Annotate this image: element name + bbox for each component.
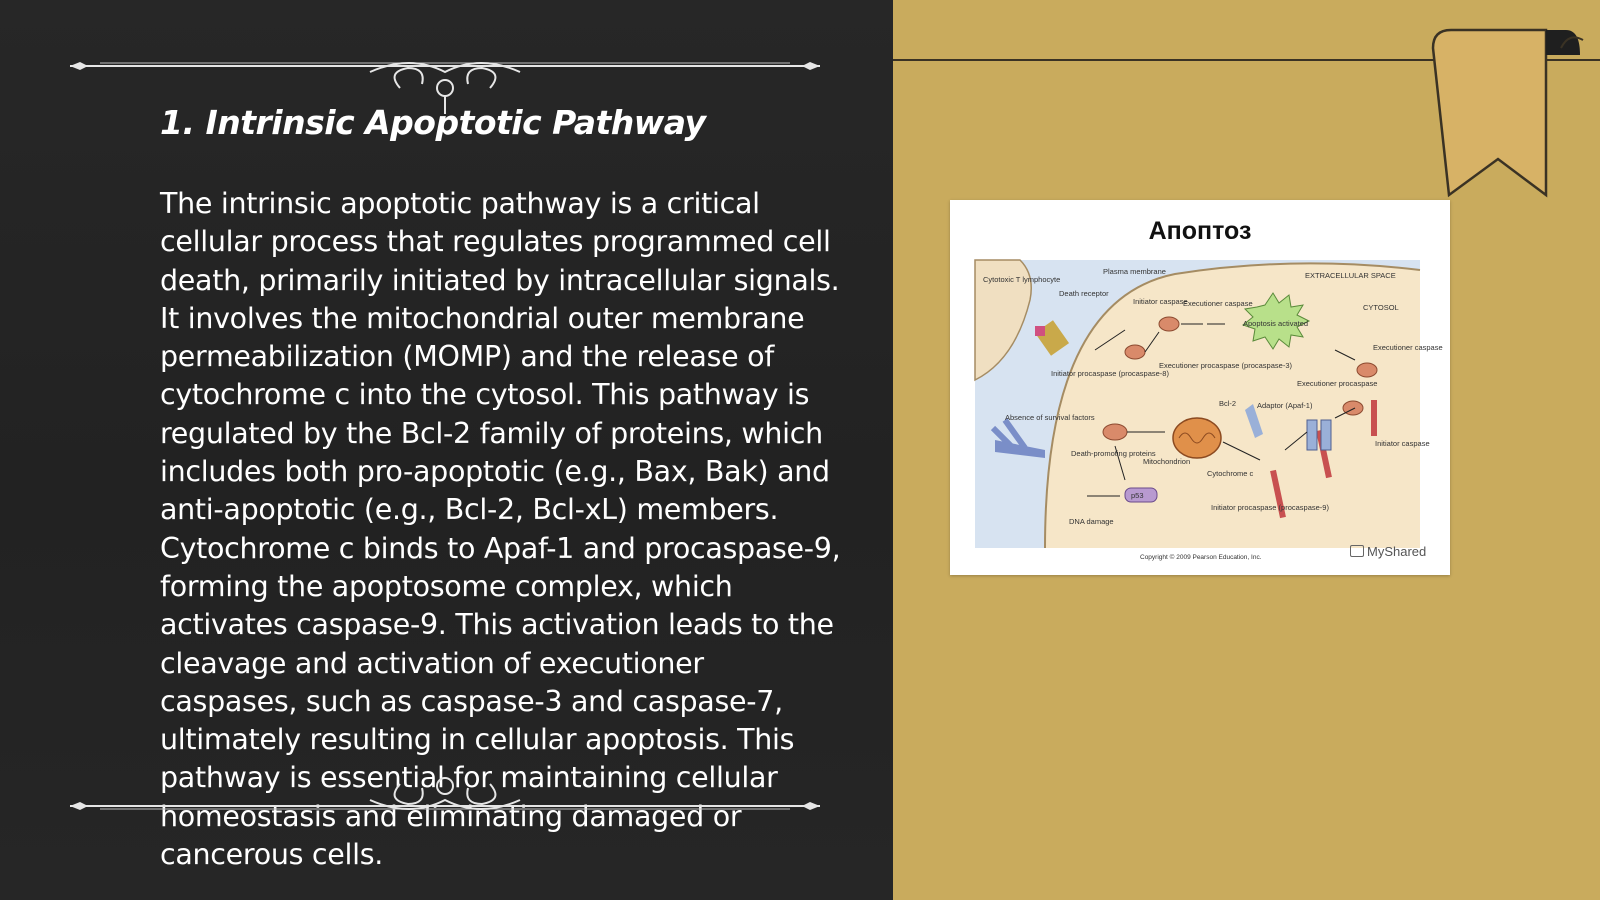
- watermark-icon: [1350, 545, 1364, 557]
- top-ornament-divider: [60, 36, 830, 96]
- svg-text:Executioner caspase: Executioner caspase: [1183, 299, 1253, 308]
- svg-text:Executioner caspase: Executioner caspase: [1373, 343, 1443, 352]
- watermark-text: MyShared: [1367, 544, 1427, 559]
- apoptosis-figure: [950, 200, 1450, 575]
- svg-text:Initiator caspase: Initiator caspase: [1375, 439, 1430, 448]
- svg-text:Cytotoxic T lymphocyte: Cytotoxic T lymphocyte: [983, 275, 1061, 284]
- svg-text:Death receptor: Death receptor: [1059, 289, 1109, 298]
- svg-text:DNA damage: DNA damage: [1069, 517, 1114, 526]
- apoptosis-diagram: [975, 260, 1443, 548]
- svg-text:Executioner procaspase: Executioner procaspase: [1297, 379, 1378, 388]
- slide-body-text: The intrinsic apoptotic pathway is a critical cellular process that regulates programmed cell death, primarily initiated by intracellular signals. It involves the mitochondrial outer membrane permeabilization (MOMP) and the release of cytochrome c into the cytosol. This pathway is regulated by the Bcl-2 family of proteins, which includes both pro-apoptotic (e.g., Bax, Bak) and anti-apoptotic (e.g., Bcl-2, Bcl-xL) members. Cytochrome c binds to Apaf-1 and procaspase-9, forming the apoptosome complex, which activates caspase-9. This activation leads to the cleavage and activation of executioner caspases, such as caspase-3 and caspase-7, ultimately resulting in cellular apoptosis. This pathway is essential for maintaining cellular homeostasis and eliminating damaged or cancerous cells.: [160, 187, 841, 872]
- svg-text:Absence of survival factors: Absence of survival factors: [1005, 413, 1095, 422]
- svg-text:Initiator procaspase (procaspa: Initiator procaspase (procaspase-9): [1211, 503, 1329, 512]
- bottom-ornament-divider: [60, 776, 830, 836]
- svg-text:p53: p53: [1131, 491, 1144, 500]
- svg-text:CYTOSOL: CYTOSOL: [1363, 303, 1399, 312]
- svg-text:Mitochondrion: Mitochondrion: [1143, 457, 1191, 466]
- svg-text:EXTRACELLULAR SPACE: EXTRACELLULAR SPACE: [1305, 271, 1396, 280]
- bookmark-ribbon: [1433, 30, 1593, 210]
- svg-text:Apoptosis activated: Apoptosis activated: [1243, 319, 1309, 328]
- svg-text:Adaptor (Apaf-1): Adaptor (Apaf-1): [1257, 401, 1313, 410]
- svg-text:Cytochrome c: Cytochrome c: [1207, 469, 1254, 478]
- svg-text:Plasma membrane: Plasma membrane: [1103, 267, 1166, 276]
- svg-text:Initiator procaspase (procaspa: Initiator procaspase (procaspase-8): [1051, 369, 1169, 378]
- svg-text:Bcl-2: Bcl-2: [1219, 399, 1237, 408]
- svg-text:Executioner procaspase (procas: Executioner procaspase (procaspase-3): [1159, 361, 1292, 370]
- watermark-logo: [1350, 544, 1426, 559]
- figure-copyright: Copyright © 2009 Pearson Education, Inc.: [1140, 554, 1262, 561]
- svg-text:Death-promoting proteins: Death-promoting proteins: [1071, 449, 1156, 458]
- slide-title: 1. Intrinsic Apoptotic Pathway: [160, 103, 706, 142]
- figure-title: Апоптоз: [1148, 217, 1252, 245]
- svg-text:Initiator caspase: Initiator caspase: [1133, 297, 1188, 306]
